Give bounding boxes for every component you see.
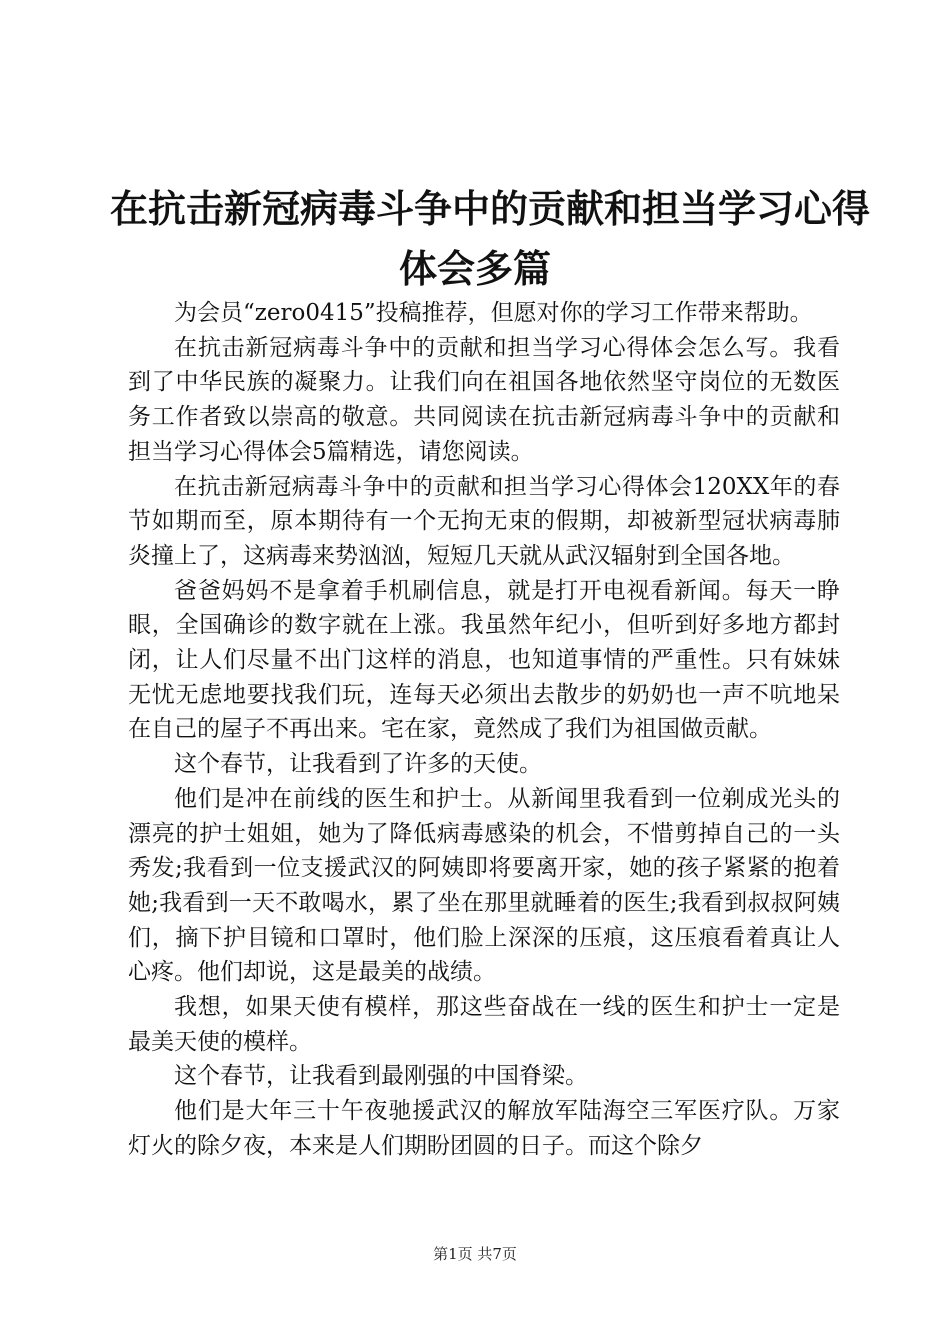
document-title-line-2: 体会多篇	[398, 246, 551, 291]
paragraph: 我想，如果天使有模样，那这些奋战在一线的医生和护士一定是最美天使的模样。	[128, 994, 840, 1055]
paragraph: 他们是冲在前线的医生和护士。从新闻里我看到一位剃成光头的漂亮的护士姐姐，她为了降低病毒感染的机会，不惜剪掉自己的一头秀发;我看到一位支援武汉的阿姨即将要离开家，她的孩子紧紧的抱着她;我看到一天不敢喝水，累了坐在那里就睡着的医生;我看到叔叔阿姨们，摘下护目镜和口罩时，他们脸上深深的压痕，这压痕看着真让人心疼。他们却说，这是最美的战绩。	[128, 785, 840, 986]
paragraph: 在抗击新冠病毒斗争中的贡献和担当学习心得体会120XX年的春节如期而至，原本期待有一个无拘无束的假期，却被新型冠状病毒肺炎撞上了，这病毒来势汹汹，短短几天就从武汉辐射到全国各地。	[128, 473, 840, 569]
paragraph: 他们是大年三十午夜驰援武汉的解放军陆海空三军医疗队。万家灯火的除夕夜，本来是人们期盼团圆的日子。而这个除夕	[128, 1098, 840, 1159]
paragraph: 为会员“zero0415”投稿推荐，但愿对你的学习工作带来帮助。	[174, 300, 813, 326]
paragraph: 这个春节，让我看到最刚强的中国脊梁。	[174, 1063, 588, 1090]
document-title-line-1: 在抗击新冠病毒斗争中的贡献和担当学习心得	[110, 186, 871, 231]
paragraph: 在抗击新冠病毒斗争中的贡献和担当学习心得体会怎么写。我看到了中华民族的凝聚力。让我们向在祖国各地依然坚守岗位的无数医务工作者致以崇高的敬意。共同阅读在抗击新冠病毒斗争中的贡献和担当学习心得体会5篇精选，请您阅读。	[128, 334, 840, 465]
paragraph: 这个春节，让我看到了许多的天使。	[174, 751, 542, 778]
page-number-footer: 第1页 共7页	[433, 1245, 517, 1263]
document-body	[128, 296, 840, 1164]
paragraph: 爸爸妈妈不是拿着手机刷信息，就是打开电视看新闻。每天一睁眼，全国确诊的数字就在上涨。我虽然年纪小，但听到好多地方都封闭，让人们尽量不出门这样的消息，也知道事情的严重性。只有妹妹无忧无虑地要找我们玩，连每天必须出去散步的奶奶也一声不吭地呆在自己的屋子不再出来。宅在家，竟然成了我们为祖国做贡献。	[128, 577, 840, 743]
